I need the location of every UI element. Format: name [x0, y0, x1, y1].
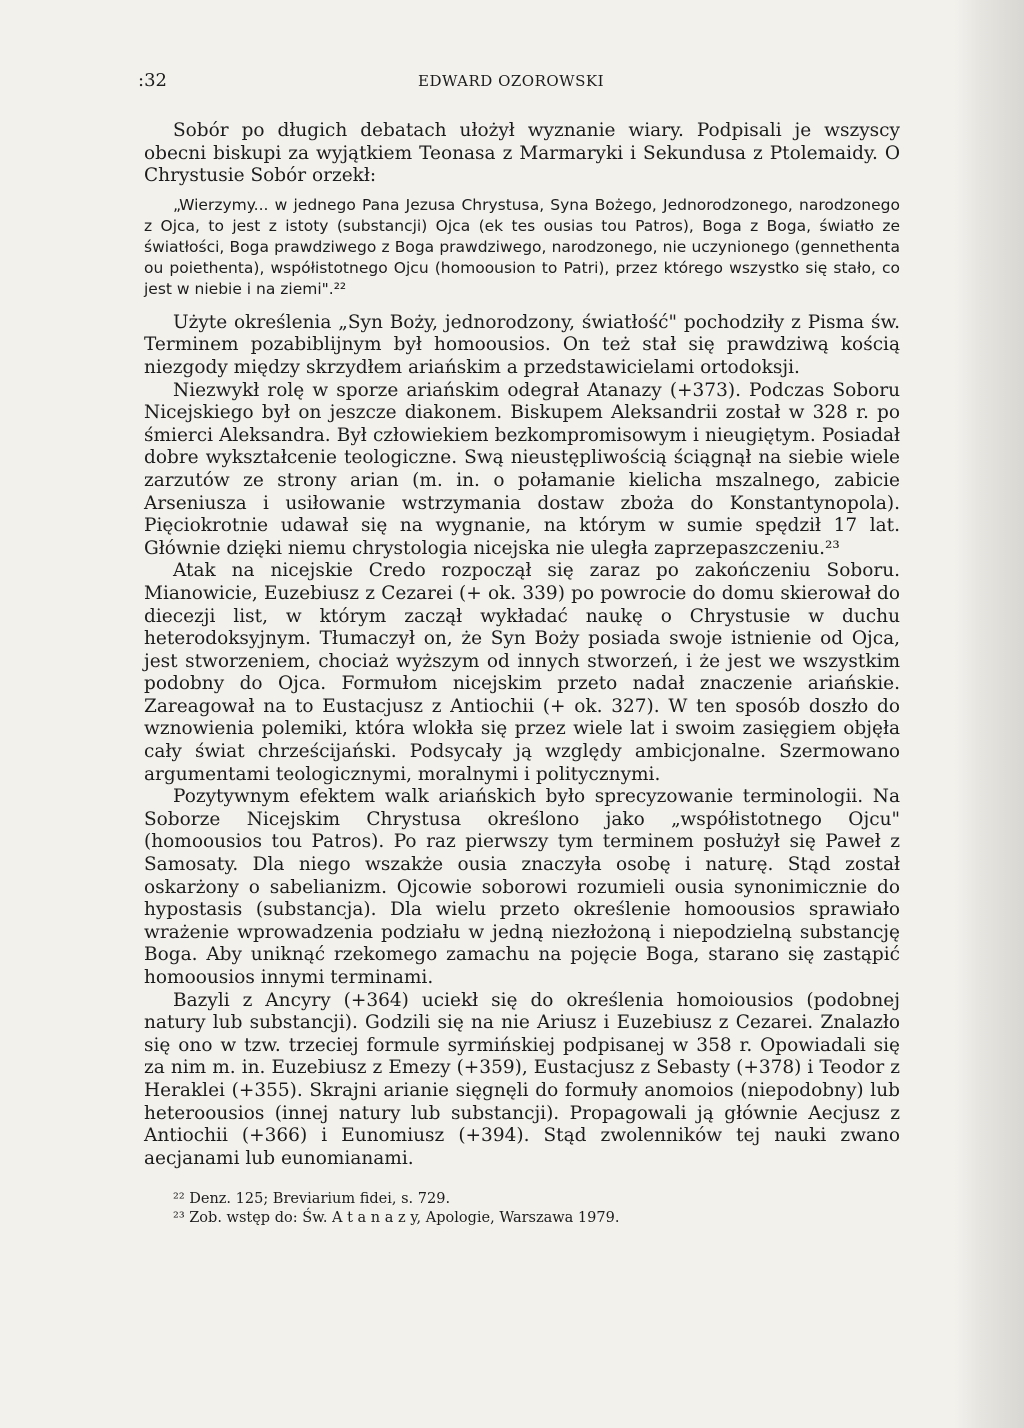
paragraph: Niezwykł rolę w sporze ariańskim odegrał Atanazy (+373). Podczas Soboru Nicejskiego był on jeszcze diakonem. Biskupem Aleksandrii został w 328 r. po śmierci Aleksandra. Był człowiekiem bezkompromisowym i nieugiętym. Posiadał dobre wykształcenie teologiczne. Swą nieustępliwością ściągnął na siebie wiele zarzutów ze strony arian (m. in. o połamanie kielicha mszalnego, zabicie Arseniusza i usiłowanie wstrzymania dostaw zboża do Konstantynopola). Pięciokrotnie udawał się na wygnanie, na którym w sumie spędził 17 lat. Głównie dzięki niemu chrystologia nicejska nie uległa zaprzepaszczeniu.²³	[144, 379, 900, 559]
paragraph: Użyte określenia „Syn Boży, jednorodzony, światłość" pochodziły z Pisma św. Terminem pozabiblijnym był homoousios. On też stał się prawdziwą kością niezgody między skrzydłem ariańskim a przedstawicielami ortodoksji.	[144, 311, 900, 378]
paragraph: Atak na nicejskie Credo rozpoczął się zaraz po zakończeniu Soboru. Mianowicie, Euzebiusz z Cezarei (+ ok. 339) po powrocie do domu skierował do diecezji list, w którym zaczął wykładać naukę o Chrystusie w duchu heterodoksyjnym. Tłumaczył on, że Syn Boży posiada swoje istnienie od Ojca, jest stworzeniem, chociaż wyższym od innych stworzeń, i że jest we wszystkim podobny do Ojca. Formułom nicejskim przeto nadał znaczenie ariańskie. Zareagował na to Eustacjusz z Antiochii (+ ok. 327). W ten sposób doszło do wznowienia polemiki, która wlokła się przez wiele lat i swoim zasięgiem objęła cały świat chrześcijański. Podsycały ją względy ambicjonalne. Szermowano argumentami teologicznymi, moralnymi i politycznymi.	[144, 560, 900, 785]
creed-quotation: „Wierzymy... w jednego Pana Jezusa Chrystusa, Syna Bożego, Jednorodzonego, narodzonego z Ojca, to jest z istoty (substancji) Ojca (ek tes ousias tou Patros), Boga z Boga, światło ze światłości, Boga prawdziwego z Boga prawdziwego, narodzonego, nie uczynionego (gennethenta ou poiethenta), współistotnego Ojcu (homoousion to Patri), przez którego wszystko się stało, co jest w niebie i na ziemi".²²	[144, 195, 900, 298]
document-page	[138, 70, 900, 1228]
footnotes	[144, 1190, 900, 1228]
body-text	[144, 120, 900, 1170]
page-header: :32 EDWARD OZOROWSKI	[138, 70, 605, 91]
paragraph: Pozytywnym efektem walk ariańskich było sprecyzowanie terminologii. Na Soborze Nicejskim Chrystusa określono jako „współistotnego Ojcu" (homoousios tou Patros). Po raz pierwszy tym terminem posłużył się Paweł z Samosaty. Dla niego wszakże ousia znaczyła osobę i naturę. Stąd został oskarżony o sabelianizm. Ojcowie soborowi rozumieli ousia synonimicznie do hypostasis (substancja). Dla wielu przeto określenie homoousios sprawiało wrażenie wprowadzenia podziału w jedną niezłożoną i niepodzielną substancję Boga. Aby uniknąć rzekomego zamachu na pojęcie Boga, starano się zastąpić homoousios innymi terminami.	[144, 786, 900, 988]
scan-edge-shadow	[954, 0, 1024, 1428]
paragraph: Bazyli z Ancyry (+364) uciekł się do określenia homoiousios (podobnej natury lub substancji). Godzili się na nie Ariusz i Euzebiusz z Cezarei. Znalazło się ono w tzw. trzeciej formule syrmińskiej podpisanej w 358 r. Opowiadali się za nim m. in. Euzebiusz z Emezy (+359), Eustacjusz z Sebasty (+378) i Teodor z Heraklei (+355). Skrajni arianie sięgnęli do formuły anomoios (niepodobny) lub heteroousios (innej natury lub substancji). Propagowali ją głównie Aecjusz z Antiochii (+366) i Eunomiusz (+394). Stąd zwolenników tej nauki zwano aecjanami lub eunomianami.	[144, 989, 900, 1169]
running-title: EDWARD OZOROWSKI	[418, 72, 605, 90]
footnote-23: ²³ Zob. wstęp do: Św. A t a n a z y, Apologie, Warszawa 1979.	[173, 1210, 620, 1227]
footnote-22: ²² Denz. 125; Breviarium fidei, s. 729.	[173, 1191, 451, 1208]
paragraph: Sobór po długich debatach ułożył wyznanie wiary. Podpisali je wszyscy obecni biskupi za wyjątkiem Teonasa z Marmaryki i Sekundusa z Ptolemaidy. O Chrystusie Sobór orzekł:	[144, 120, 900, 187]
